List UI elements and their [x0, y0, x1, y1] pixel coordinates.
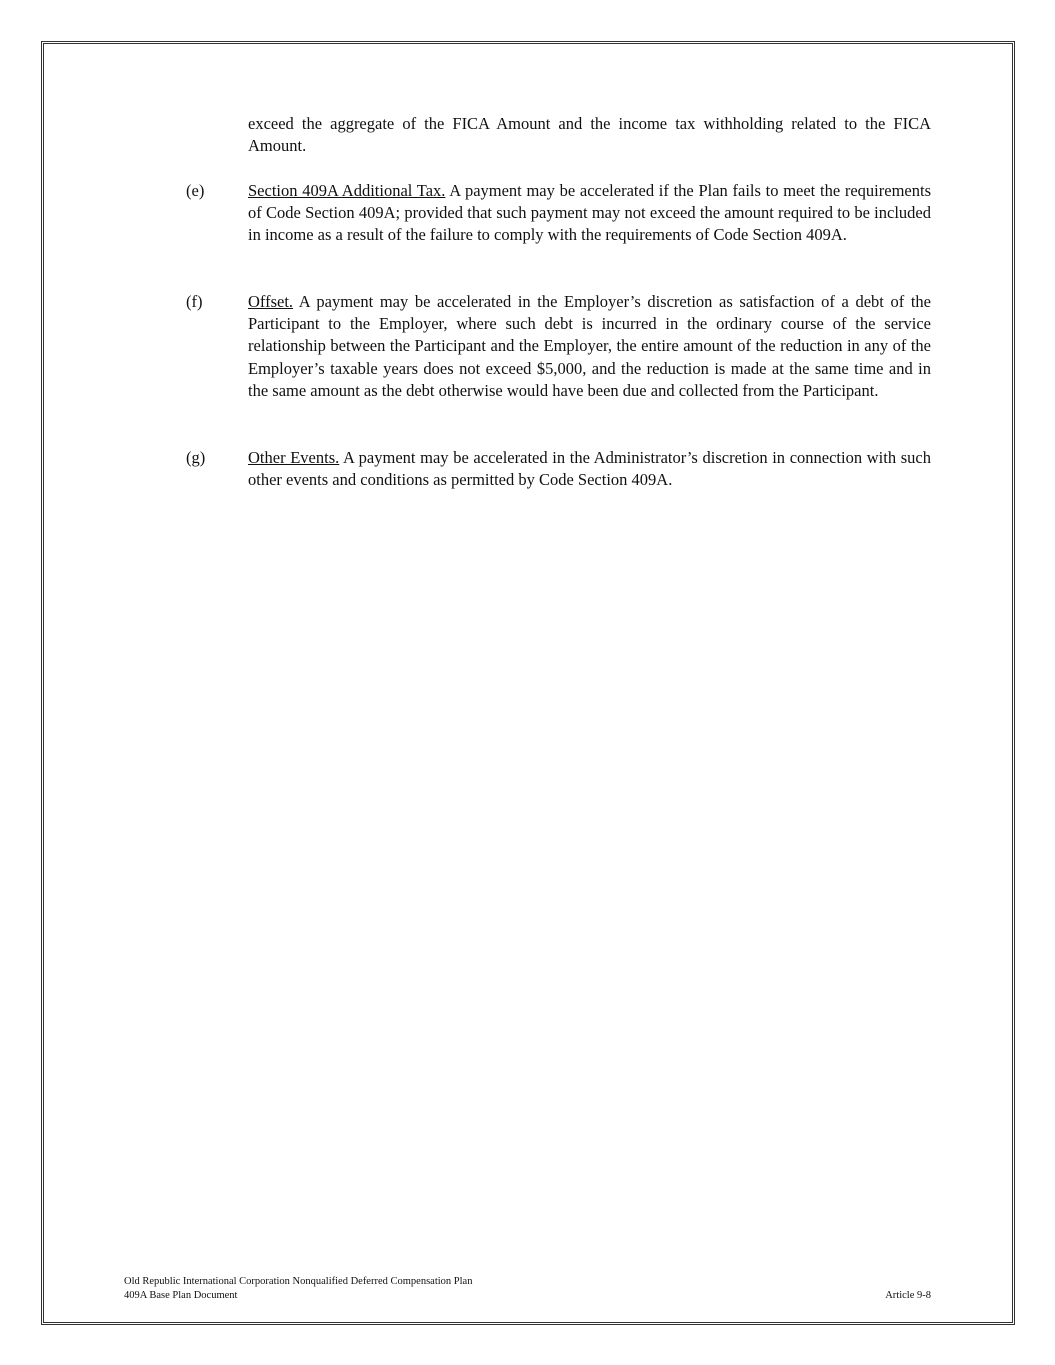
item-heading: Section 409A Additional Tax.	[248, 181, 446, 200]
item-body	[248, 447, 931, 491]
item-text: A payment may be accelerated in the Administrator’s discretion in connection with such other events and conditions as permitted by Code Section 409A.	[248, 448, 931, 490]
footer-document-title	[124, 1275, 472, 1303]
item-heading: Other Events.	[248, 448, 340, 467]
item-label: (g)	[186, 448, 206, 467]
item-heading: Offset.	[248, 292, 294, 311]
item-text: A payment may be accelerated in the Employer’s discretion as satisfaction of a debt of the Participant to the Employer, where such debt is incurred in the ordinary course of the service relationship between the Participant and the Employer, the entire amount of the reduction in any of the Employer’s taxable years does not exceed $5,000, and the reduction is made at the same time and in the same amount as the debt otherwise would have been due and collected from the Participant.	[248, 292, 931, 400]
footer-line-2: 409A Base Plan Document	[124, 1290, 238, 1301]
continuation-paragraph: exceed the aggregate of the FICA Amount and the income tax withholding related to the FICA Amount.	[248, 114, 931, 156]
footer-line-1: Old Republic International Corporation Nonqualified Deferred Compensation Plan	[124, 1276, 473, 1287]
item-label: (e)	[186, 181, 205, 200]
item-label: (f)	[186, 292, 203, 311]
item-body	[248, 291, 931, 402]
item-text: A payment may be accelerated if the Plan fails to meet the requirements of Code Section 409A; provided that such payment may not exceed the amount required to be included in income as a result of the failure to comply with the requirements of Code Section 409A.	[248, 181, 931, 245]
footer-page-reference: Article 9-8	[885, 1290, 931, 1301]
item-body	[248, 180, 931, 247]
